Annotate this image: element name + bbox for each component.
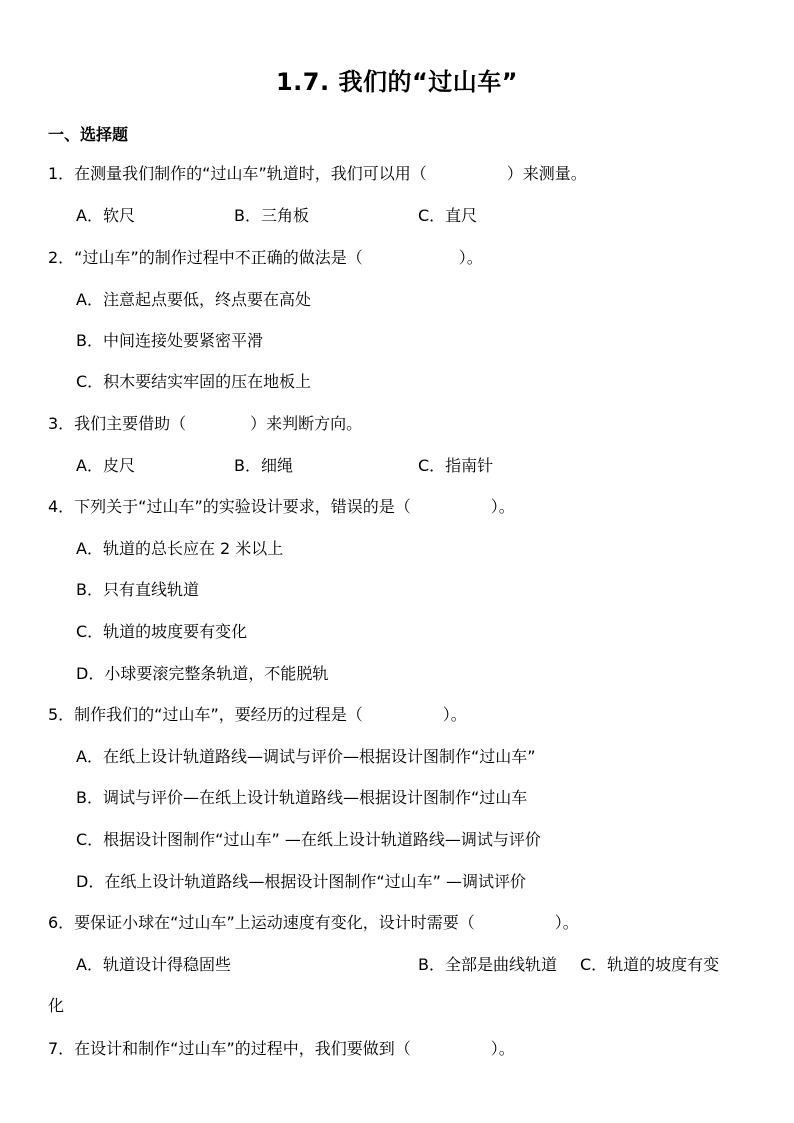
q2-option-c: C．积木要结实牢固的压在地板上	[76, 372, 312, 391]
q5-option-a: A．在纸上设计轨道路线—调试与评价—根据设计图制作“过山车”	[76, 747, 536, 766]
q4-option-d: D．小球要滚完整条轨道，不能脱轨	[76, 664, 329, 683]
question-1: 1．在测量我们制作的“过山车”轨道时，我们可以用（ ）来测量。	[48, 164, 587, 183]
question-6: 6．要保证小球在“过山车”上运动速度有变化，设计时需要（ ）。	[48, 913, 579, 932]
question-7: 7．在设计和制作“过山车”的过程中，我们要做到（ ）。	[48, 1039, 515, 1058]
question-4: 4．下列关于“过山车”的实验设计要求，错误的是（ ）。	[48, 497, 515, 516]
q3-option-c: C．指南针	[418, 456, 494, 475]
question-3: 3．我们主要借助（ ）来判断方向。	[48, 414, 363, 433]
q6-option-b: B．全部是曲线轨道	[418, 955, 557, 974]
q1-option-c: C．直尺	[418, 206, 478, 225]
q6-option-c-wrap: 化	[48, 996, 65, 1015]
q1-option-a: A．软尺	[76, 206, 135, 225]
section-heading: 一、选择题	[48, 125, 129, 144]
page-title: 1.7. 我们的“过山车”	[275, 68, 519, 96]
question-2: 2．“过山车”的制作过程中不正确的做法是（ ）。	[48, 248, 483, 267]
q3-option-b: B．细绳	[234, 456, 293, 475]
q4-option-c: C．轨道的坡度要有变化	[76, 622, 248, 641]
q1-option-b: B．三角板	[234, 206, 309, 225]
q4-option-b: B．只有直线轨道	[76, 580, 199, 599]
q5-option-d: D．在纸上设计轨道路线—根据设计图制作“过山车” —调试评价	[76, 872, 526, 891]
q2-option-a: A．注意起点要低，终点要在高处	[76, 290, 311, 309]
q6-option-a: A．轨道设计得稳固些	[76, 955, 231, 974]
q5-option-c: C．根据设计图制作“过山车” —在纸上设计轨道路线—调试与评价	[76, 830, 541, 849]
q3-option-a: A．皮尺	[76, 456, 135, 475]
q4-option-a: A．轨道的总长应在 2 米以上	[76, 539, 284, 558]
q2-option-b: B．中间连接处要紧密平滑	[76, 331, 263, 350]
question-5: 5．制作我们的“过山车”，要经历的过程是（ ）。	[48, 705, 467, 724]
q5-option-b: B．调试与评价—在纸上设计轨道路线—根据设计图制作“过山车	[76, 788, 528, 807]
q6-option-c: C．轨道的坡度有变	[580, 955, 720, 974]
